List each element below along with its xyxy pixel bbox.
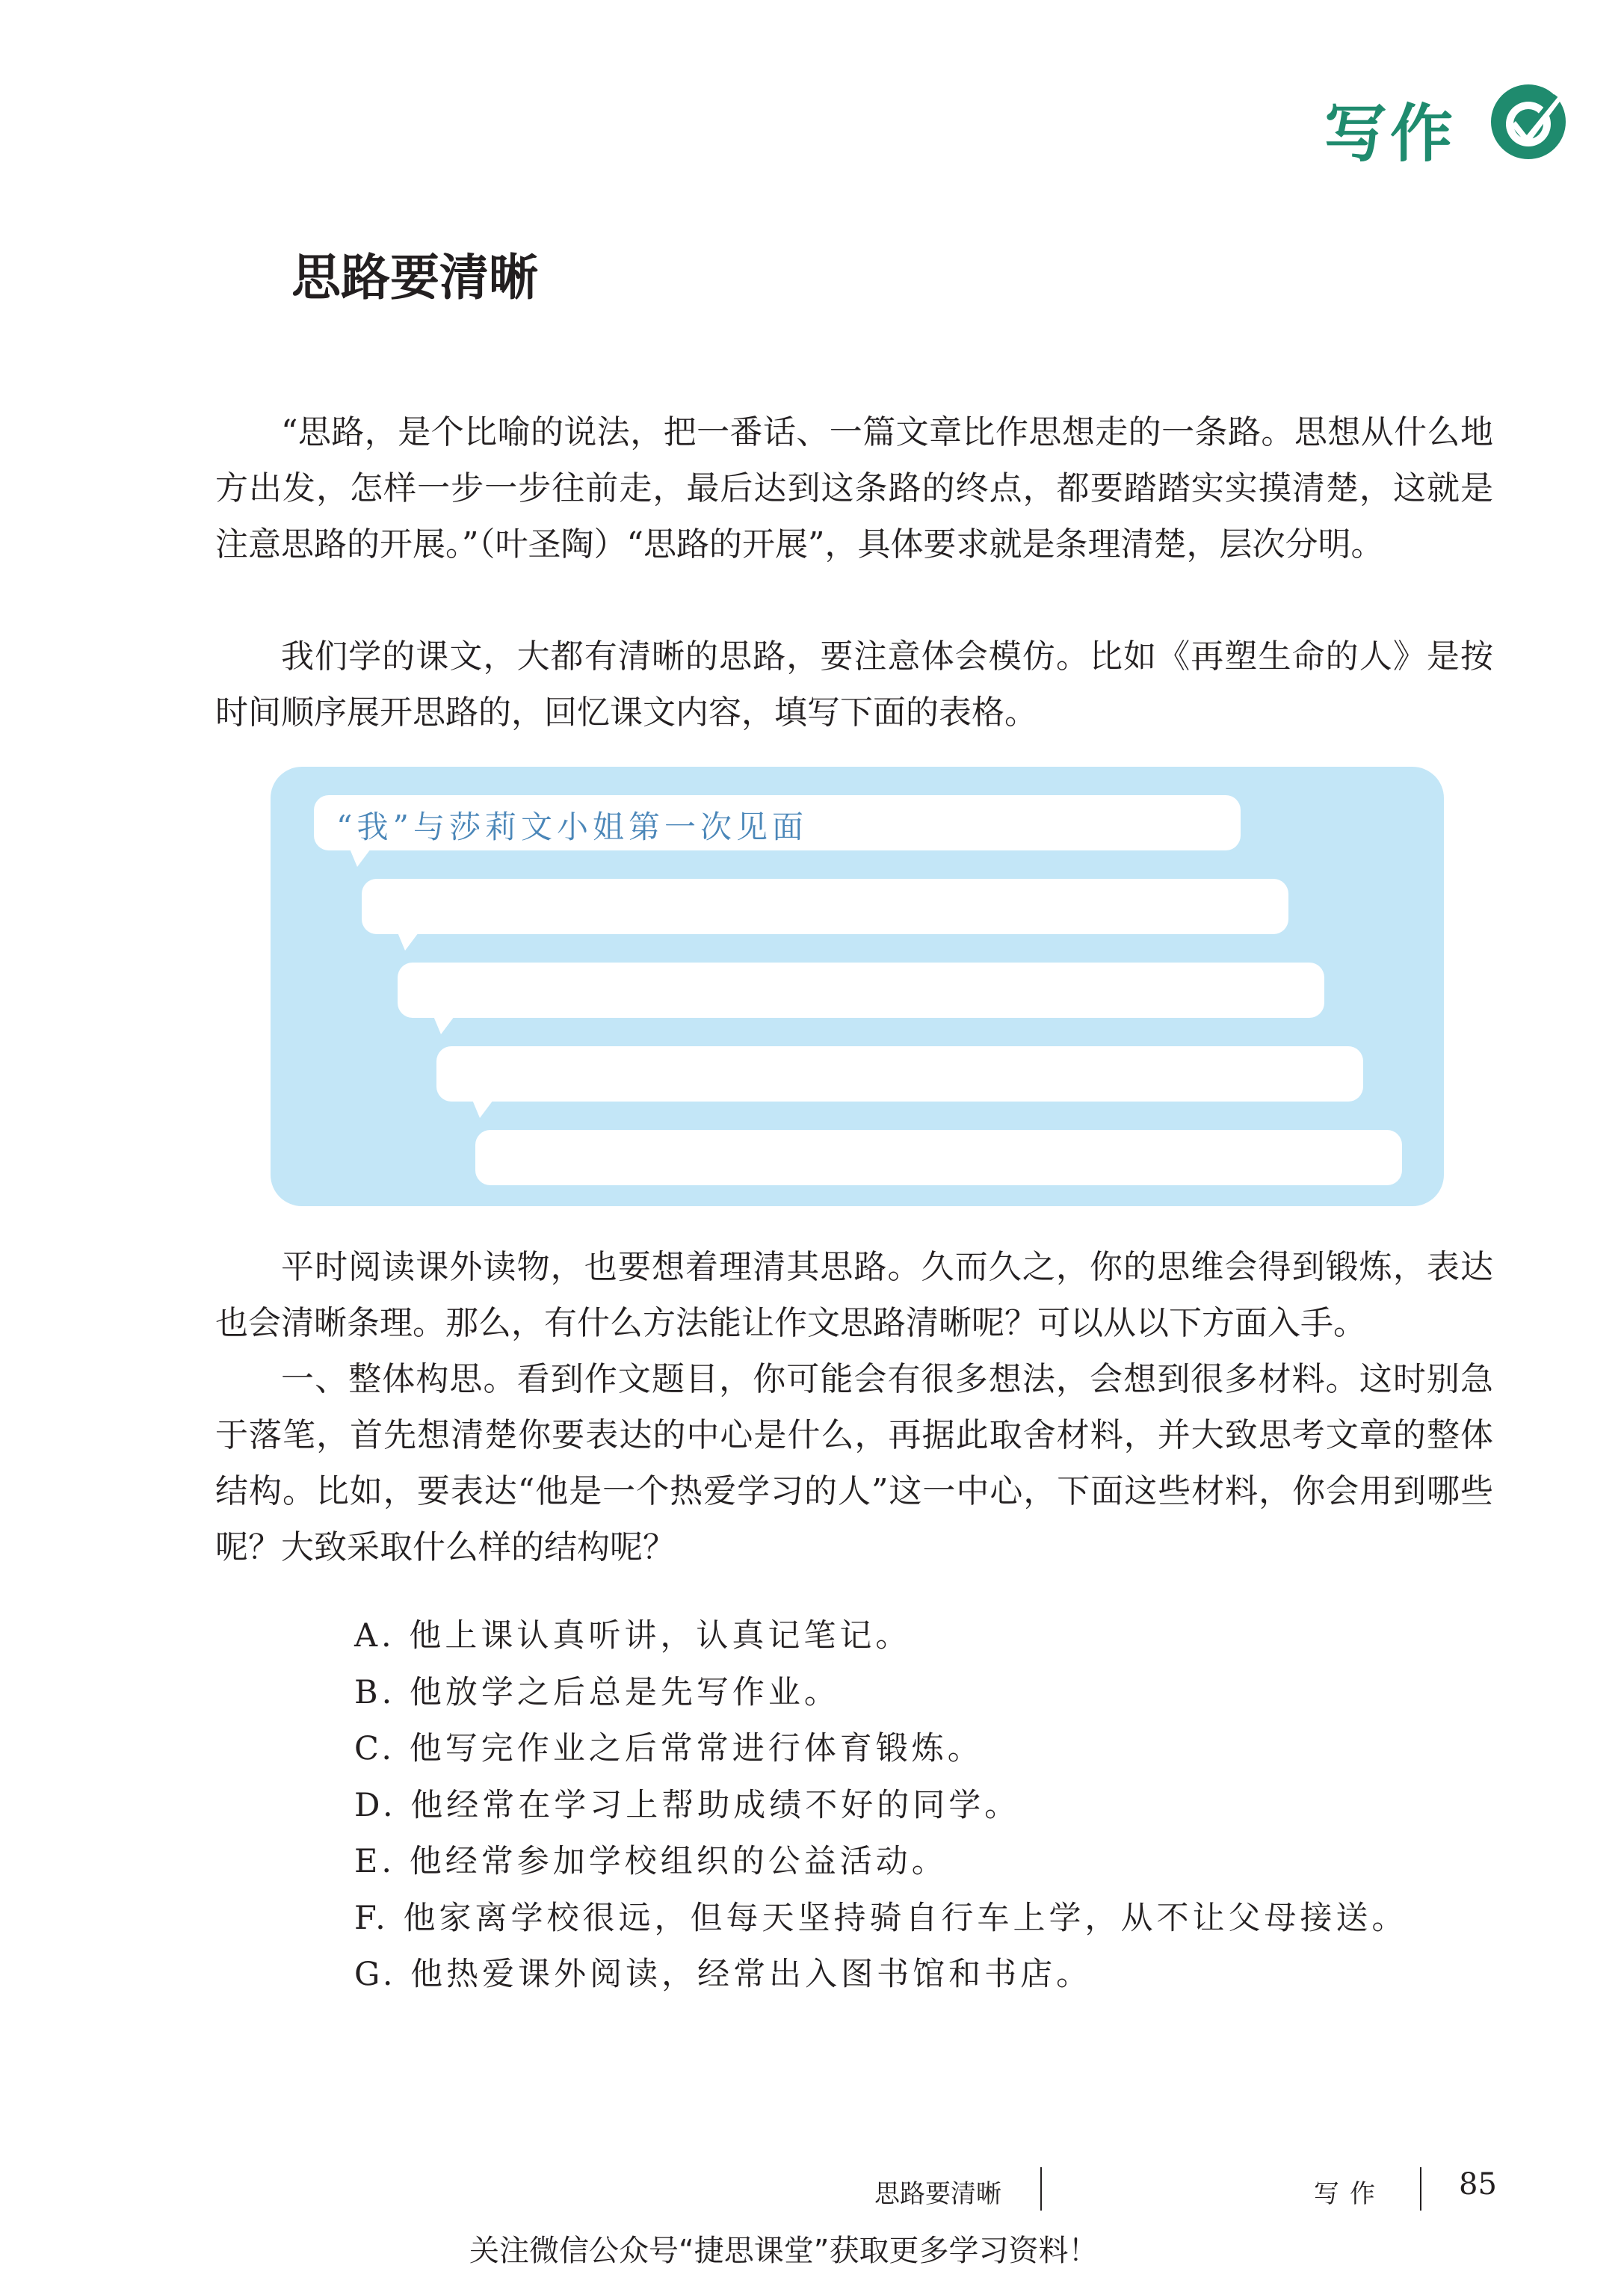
page-title: 思路要清晰 [291, 249, 538, 306]
reading-paragraph: 平时阅读课外读物，也要想着理清其思路。久而久之，你的思维会得到锻炼，表达也会清晰条理。那么，有什么方法能让作文思路清晰呢？可以从以下方面入手。 [215, 1248, 1493, 1342]
option-a: A. 他上课认真听讲，认真记笔记。 [354, 1617, 912, 1655]
section-label: 写作 [1324, 97, 1457, 170]
page-number: 85 [1459, 2167, 1497, 2202]
option-e: E. 他经常参加学校组织的公益活动。 [354, 1843, 948, 1880]
footer-divider [1040, 2167, 1042, 2211]
flow-step-input[interactable] [398, 963, 1324, 1018]
flow-step-text: “我”与莎莉文小姐第一次见面 [336, 809, 808, 845]
method-paragraph: 一、整体构思。看到作文题目，你可能会有很多想法，会想到很多材料。这时别急于落笔，首先想清楚你要表达的中心是什么，再据此取舍材料，并大致思考文章的整体结构。比如，要表达“他是一个热爱学习的人”这一中心，下面这些材料，你会用到哪些呢？大致采取什么样的结构呢？ [215, 1360, 1493, 1566]
footer-divider [1420, 2167, 1421, 2211]
footer-promo: 关注微信公众号“捷思课堂”获取更多学习资料！ [469, 2234, 1099, 2268]
option-d: D. 他经常在学习上帮助成绩不好的同学。 [354, 1786, 1021, 1824]
footer-section: 写作 [1314, 2179, 1386, 2209]
flow-step-input[interactable] [475, 1130, 1402, 1185]
example-paragraph: 我们学的课文，大都有清晰的思路，要注意体会模仿。比如《再塑生命的人》是按时间顺序展开思路的，回忆课文内容，填写下面的表格。 [215, 637, 1493, 732]
material-options [354, 1608, 1407, 2004]
flow-step-bubble [314, 795, 1241, 850]
option-g: G. 他热爱课外阅读，经常出入图书馆和书店。 [354, 1956, 1093, 1993]
option-c: C. 他写完作业之后常常进行体育锻炼。 [354, 1730, 984, 1767]
option-b: B. 他放学之后总是先写作业。 [354, 1673, 840, 1711]
flow-step-input[interactable] [436, 1046, 1363, 1102]
sequence-flow-panel [271, 767, 1444, 1206]
intro-paragraph: “思路，是个比喻的说法，把一番话、一篇文章比作思想走的一条路。思想从什么地方出发，怎样一步一步往前走，最后达到这条路的终点，都要踏踏实实摸清楚，这就是注意思路的开展。”（叶圣陶）“思路的开展”，具体要求就是条理清楚，层次分明。 [215, 413, 1493, 563]
pen-check-icon [1489, 82, 1568, 161]
footer-chapter-title: 思路要清晰 [874, 2179, 1001, 2209]
option-f: F. 他家离学校很远，但每天坚持骑自行车上学，从不让父母接送。 [354, 1899, 1408, 1937]
flow-step-input[interactable] [362, 879, 1288, 934]
